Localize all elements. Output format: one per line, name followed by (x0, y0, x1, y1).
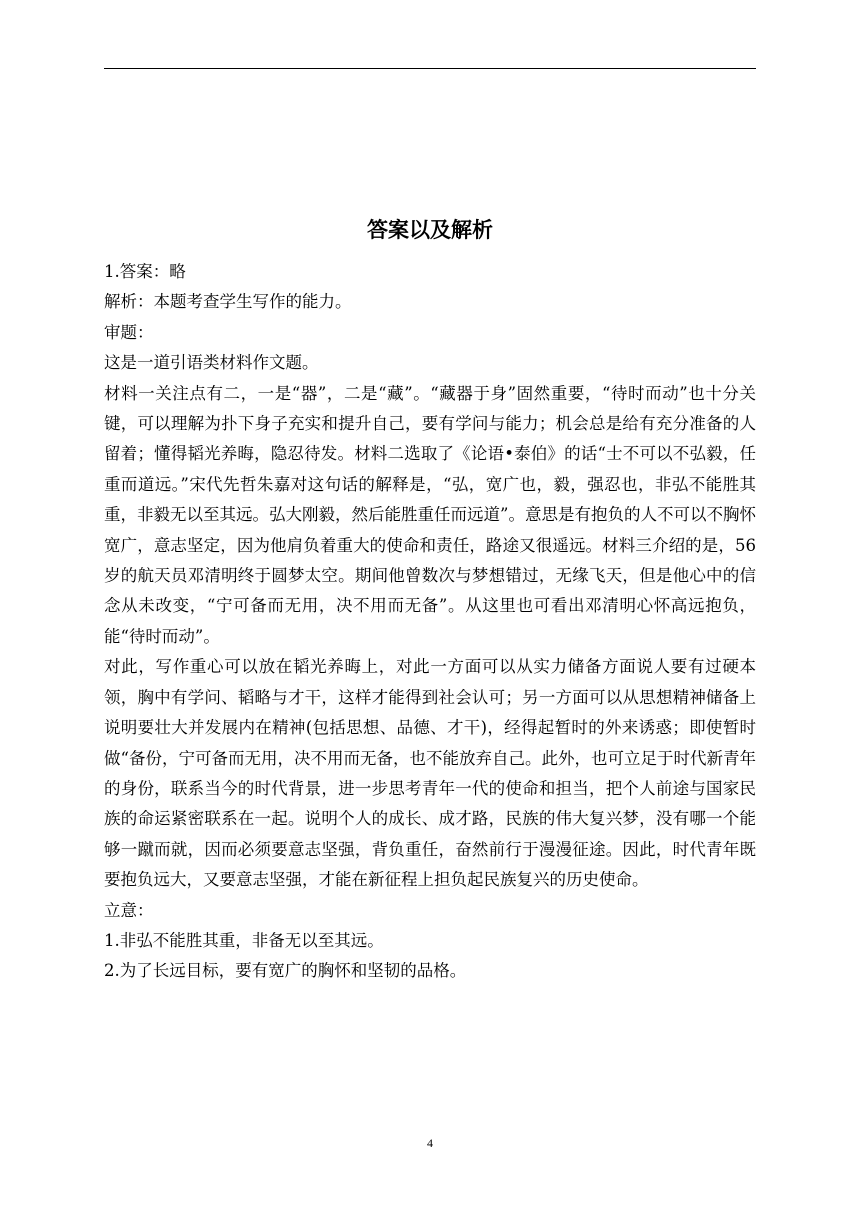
analysis-line: 解析：本题考查学生写作的能力。 (104, 292, 352, 312)
idea-item-1: 1.非弘不能胜其重，非备无以至其远。 (104, 930, 384, 950)
material-analysis-paragraph: 材料一关注点有二，一是“器”，二是“藏”。“藏器于身”固然重要，“待时而动”也十分关键，可以理解为扑下身子充实和提升自己，要有学问与能力；机会总是给有充分准备的人留着；懂得韬光养晦，隐忍待发。材料二选取了《论语•泰伯》的话“士不可以不弘毅，任重而道远。”宋代先哲朱嘉对这句话的解释是，“弘，宽广也，毅，强忍也，非弘不能胜其重，非毅无以至其远。弘大刚毅，然后能胜重任而远道”。意思是有抱负的人不可以不胸怀宽广，意志坚定，因为他肩负着重大的使命和责任，路途又很遥远。材料三介绍的是，56岁的航天员邓清明终于圆梦太空。期间他曾数次与梦想错过，无缘飞天，但是他心中的信念从未改变，“宁可备而无用，决不用而无备”。从这里也可看出邓清明心怀高远抱负，能“待时而动”。 (104, 383, 756, 646)
idea-item-2: 2.为了长远目标，要有宽广的胸怀和坚韧的品格。 (104, 961, 467, 981)
header-rule (104, 68, 756, 69)
document-body (104, 257, 756, 987)
idea-heading: 立意： (104, 900, 154, 920)
review-intro: 这是一道引语类材料作文题。 (104, 353, 319, 373)
page-title: 答案以及解析 (367, 218, 493, 242)
review-heading: 审题： (104, 322, 154, 342)
writing-focus-paragraph: 对此，写作重心可以放在韬光养晦上，对此一方面可以从实力储备方面说人要有过硬本领，胸中有学问、韬略与才干，这样才能得到社会认可；另一方面可以从思想精神储备上说明要壮大并发展内在精神(包括思想、品德、才干)，经得起暂时的外来诱惑；即使暂时做“备份，宁可备而无用，决不用而无备，也不能放弃自己。此外，也可立足于时代新青年的身份，联系当今的时代背景，进一步思考青年一代的使命和担当，把个人前途与国家民族的命运紧密联系在一起。说明个人的成长、成才路，民族的伟大复兴梦，没有哪一个能够一蹴而就，因而必须要意志坚强，背负重任，奋然前行于漫漫征途。因此，时代青年既要抱负远大，又要意志坚强，才能在新征程上担负起民族复兴的历史使命。 (104, 657, 756, 890)
answer-line: 1.答案：略 (104, 262, 186, 281)
page-number: 4 (427, 1136, 433, 1150)
